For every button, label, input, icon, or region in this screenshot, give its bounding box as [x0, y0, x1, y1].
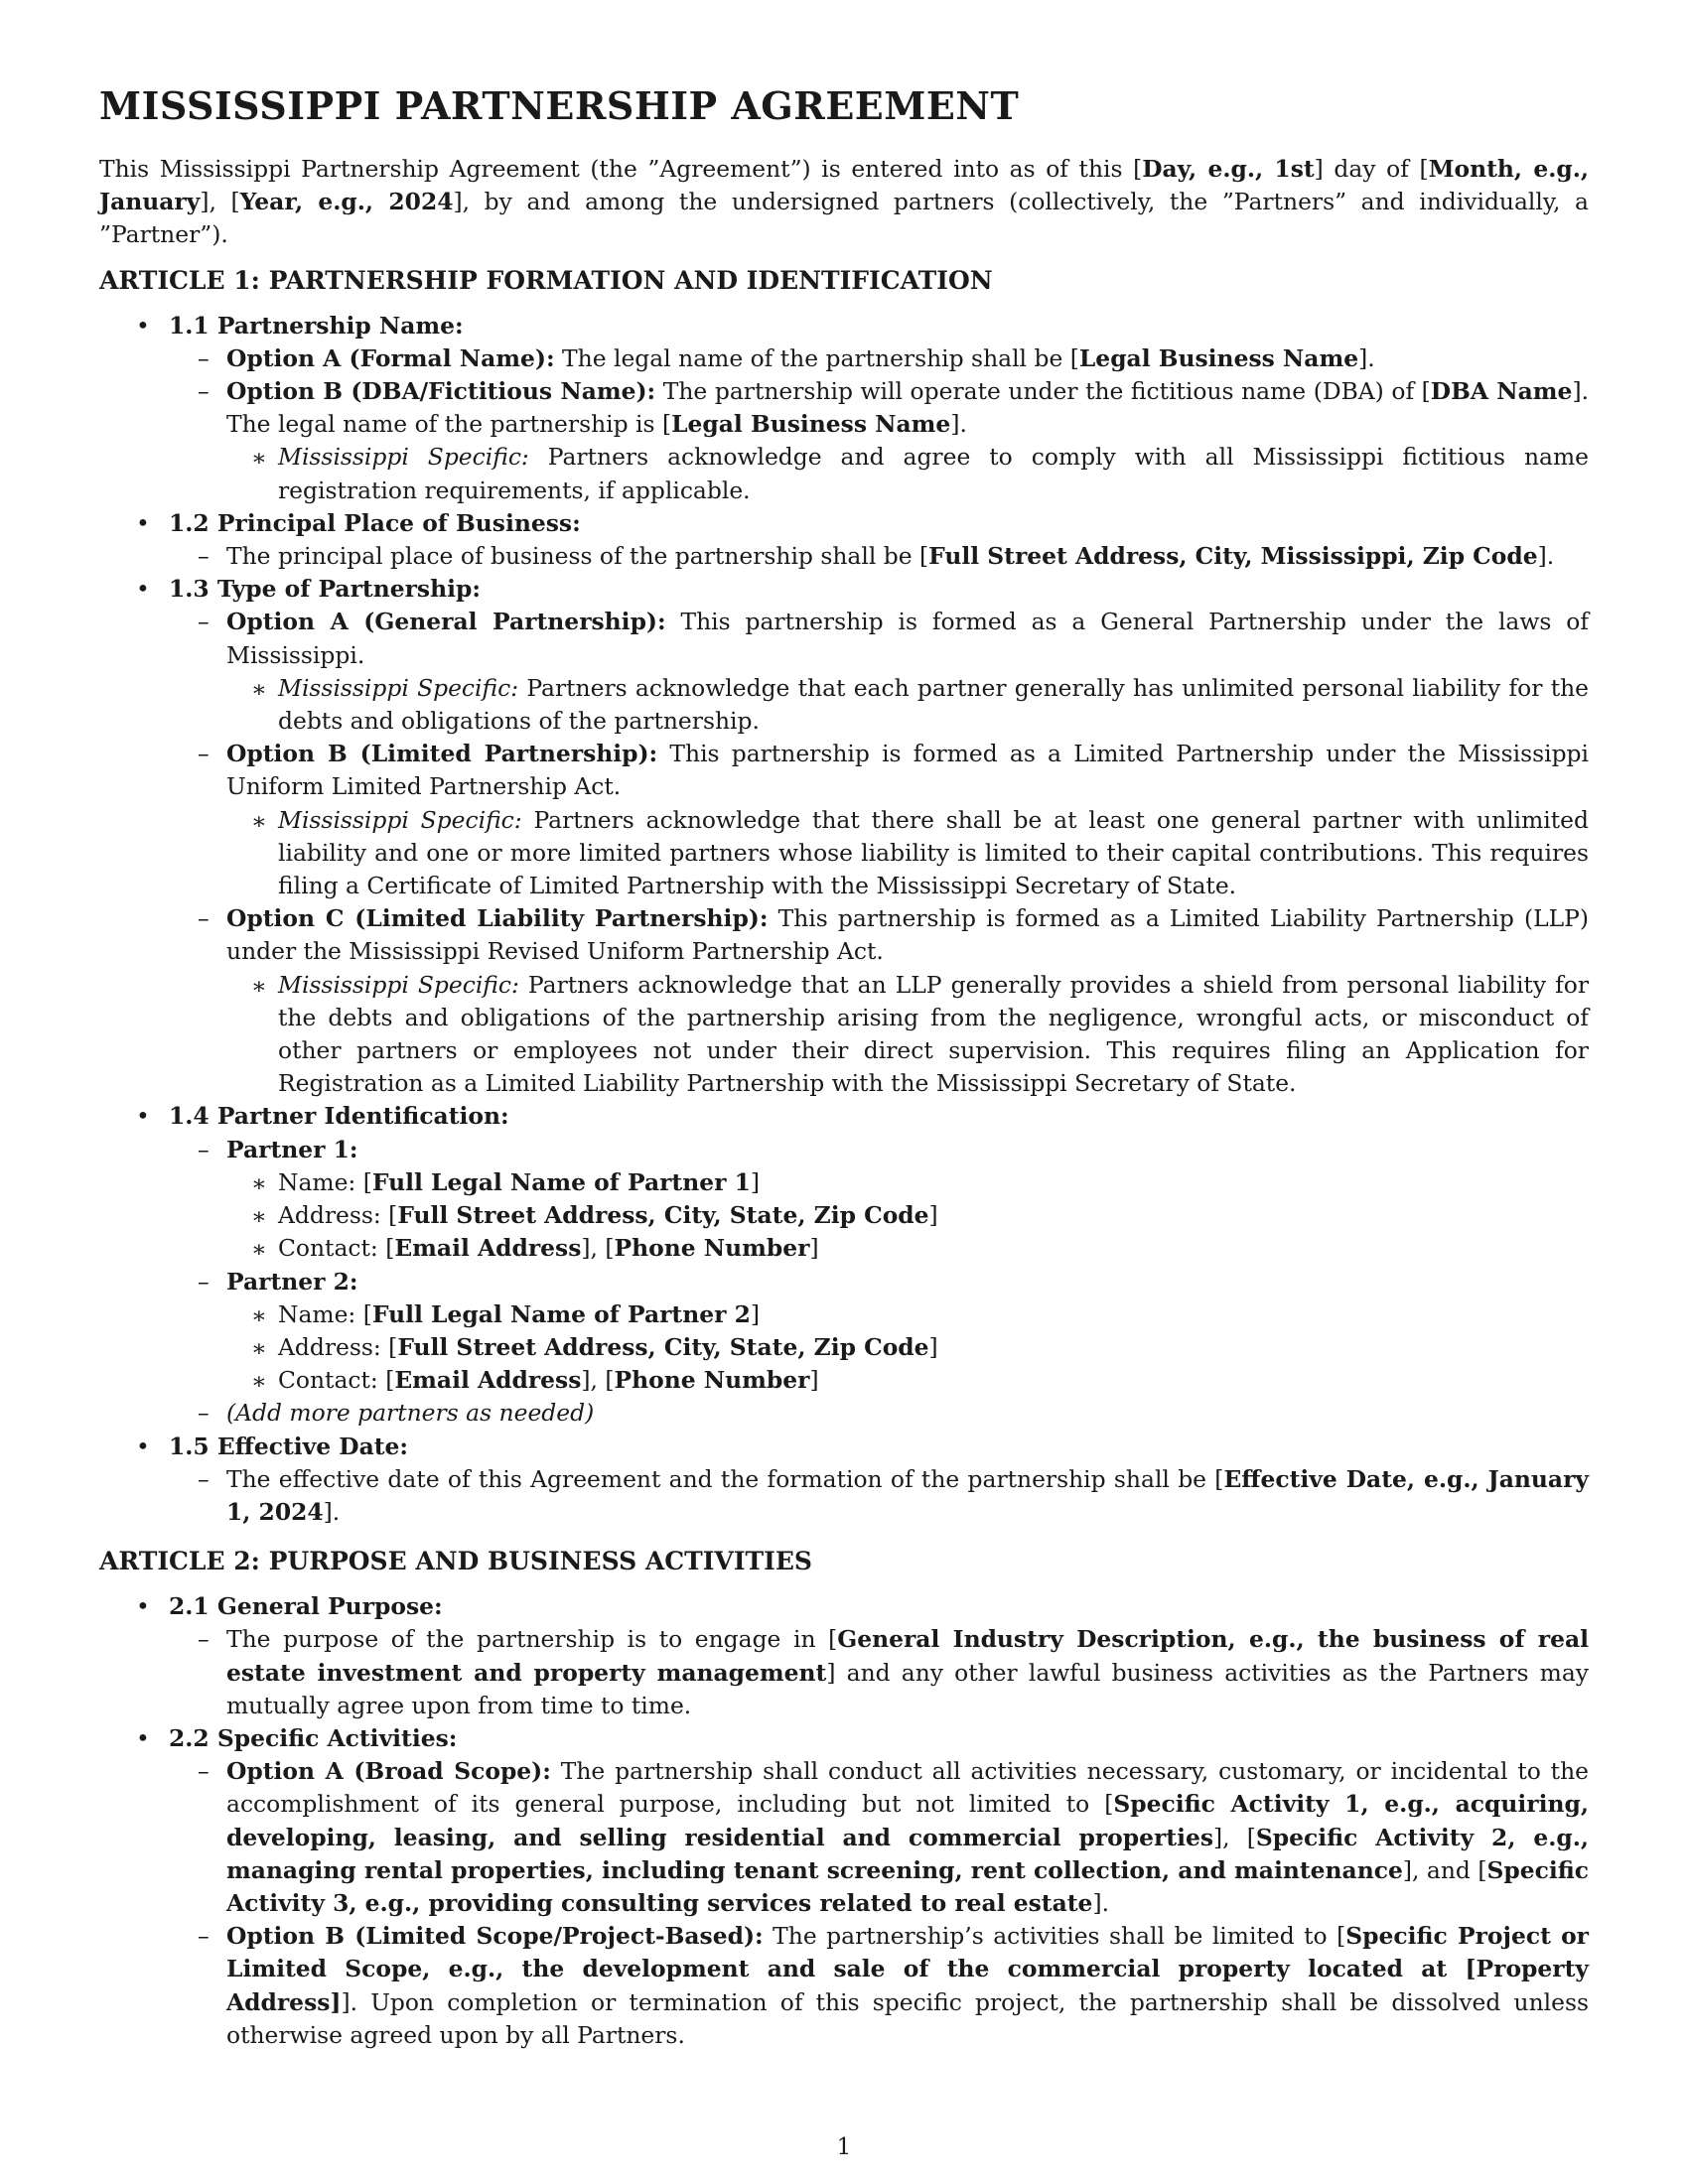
option-item: – Option A (General Partnership): This partnership is formed as a General Partnership under the laws of Mississippi. ∗ Mississippi Specific: Partners acknowledge that each partner generally has unlimited personal liability for the debts and obligations of the partnership.: [169, 606, 1589, 738]
section-heading: 1.5 Effective Date:: [169, 1432, 409, 1460]
state-note: ∗ Mississippi Specific: Partners acknowledge that each partner generally has unlimited personal liability for the debts and obligations of the partnership.: [226, 672, 1589, 738]
document-page: [99, 83, 1589, 2068]
section-heading: 1.4 Partner Identification:: [169, 1102, 509, 1131]
option-item: – Option A (Broad Scope): The partnership shall conduct all activities necessary, customary, or incidental to the accomplishment of its general purpose, including but not limited to [Specific Activity 1, e.g., acquiring, developing, leasing, and selling residential and commercial properties], [Specific Activity 2, e.g., managing rental properties, including tenant screening, rent collection, and maintenance], and [Specific Activity 3, e.g., providing consulting services related to real estate].: [169, 1755, 1589, 1920]
clause-item: – The effective date of this Agreement and the formation of the partnership shall be [Effective Date, e.g., January 1, 2024].: [169, 1463, 1589, 1529]
option-item: – Option B (DBA/Fictitious Name): The partnership will operate under the fictitious name (DBA) of [DBA Name]. The legal name of the partnership is [Legal Business Name]. ∗ Mississippi Specific: Partners acknowledge and agree to comply with all Mississippi fictitious name registration requirements, if applicable.: [169, 375, 1589, 507]
partner-name: ∗ Name: [Full Legal Name of Partner 1]: [226, 1166, 1589, 1199]
placeholder: Legal Business Name: [1078, 343, 1359, 372]
section-heading: 1.2 Principal Place of Business:: [169, 508, 581, 537]
section-heading: 2.1 General Purpose:: [169, 1592, 443, 1621]
placeholder: DBA Name: [1430, 377, 1573, 406]
placeholder: Legal Business Name: [671, 410, 951, 439]
placeholder-day: Day, e.g., 1st: [1142, 155, 1315, 183]
section-1-2: [99, 507, 1589, 573]
option-item: – Option C (Limited Liability Partnership): This partnership is formed as a Limited Liability Partnership (LLP) under the Mississippi Revised Uniform Partnership Act. ∗ Mississippi Specific: Partners acknowledge that an LLP generally provides a shield from personal liability for the debts and obligations of the partnership arising from the negligence, wrongful acts, or misconduct of other partners or employees not under their direct supervision. This requires filing an Application for Registration as a Limited Liability Partnership with the Mississippi Secretary of State.: [169, 902, 1589, 1100]
placeholder: Full Street Address, City, State, Zip Code: [397, 1332, 929, 1361]
option-item: – Option A (Formal Name): The legal name of the partnership shall be [Legal Business Name].: [169, 342, 1589, 375]
placeholder: General Industry Description, e.g., the business of real estate investment and property management: [226, 1625, 1590, 1687]
intro-paragraph: This Mississippi Partnership Agreement (the ”Agreement”) is entered into as of this [Day, e.g., 1st] day of [Month, e.g., January], [Year, e.g., 2024], by and among the undersigned partners (collectively, the ”Partners” and individually, a ”Partner”).: [99, 155, 1589, 249]
article-2-list: [99, 1590, 1589, 2052]
placeholder-year: Year, e.g., 2024: [239, 188, 454, 216]
section-heading: 1.3 Type of Partnership:: [169, 575, 481, 604]
section-1-3: [99, 573, 1589, 1100]
placeholder: Email Address: [394, 1366, 582, 1395]
state-note: ∗ Mississippi Specific: Partners acknowledge and agree to comply with all Mississippi fictitious name registration requirements, if applicable.: [226, 441, 1589, 506]
partner-address: ∗ Address: [Full Street Address, City, State, Zip Code]: [226, 1331, 1589, 1364]
placeholder: Email Address: [394, 1234, 582, 1263]
placeholder: Specific Project or Limited Scope, e.g., the development and sale of the commercial property located at [Property Address]: [226, 1922, 1590, 2016]
partner-name: ∗ Name: [Full Legal Name of Partner 2]: [226, 1298, 1589, 1331]
page-number: 1: [836, 2134, 852, 2160]
section-2-2: [99, 1722, 1589, 2052]
placeholder: Full Legal Name of Partner 2: [371, 1299, 751, 1328]
article-1-heading: ARTICLE 1: PARTNERSHIP FORMATION AND IDENTIFICATION: [99, 265, 993, 295]
placeholder: Specific Activity 3, e.g., providing consulting services related to real estate: [226, 1855, 1589, 1917]
add-more-note: – (Add more partners as needed): [169, 1397, 1589, 1430]
article-1-list: [99, 310, 1589, 1530]
partner-entry: – Partner 2: ∗ Name: [Full Legal Name of Partner 2] ∗ Address: [Full Street Address, City, State, Zip Code] ∗ Contact: [Email Address], [Phone Number]: [169, 1266, 1589, 1398]
section-heading: 1.1 Partnership Name:: [169, 311, 464, 340]
section-1-4: [99, 1100, 1589, 1430]
state-note: ∗ Mississippi Specific: Partners acknowledge that an LLP generally provides a shield from personal liability for the debts and obligations of the partnership arising from the negligence, wrongful acts, or misconduct of other partners or employees not under their direct supervision. This requires filing an Application for Registration as a Limited Liability Partnership with the Mississippi Secretary of State.: [226, 969, 1589, 1101]
section-1-5: [99, 1431, 1589, 1530]
option-item: – Option B (Limited Partnership): This partnership is formed as a Limited Partnership under the Mississippi Uniform Limited Partnership Act. ∗ Mississippi Specific: Partners acknowledge that there shall be at least one general partner with unlimited liability and one or more limited partners whose liability is limited to their capital contributions. This requires filing a Certificate of Limited Partnership with the Mississippi Secretary of State.: [169, 738, 1589, 902]
partner-contact: ∗ Contact: [Email Address], [Phone Number]: [226, 1232, 1589, 1265]
clause-item: – The purpose of the partnership is to engage in [General Industry Description, e.g., the business of real estate investment and property management] and any other lawful business activities as the Partners may mutually agree upon from time to time.: [169, 1623, 1589, 1722]
placeholder: Phone Number: [614, 1366, 810, 1395]
section-heading: 2.2 Specific Activities:: [169, 1723, 458, 1752]
article-2-heading: ARTICLE 2: PURPOSE AND BUSINESS ACTIVITIES: [99, 1547, 812, 1576]
clause-item: – The principal place of business of the partnership shall be [Full Street Address, City, Mississippi, Zip Code].: [169, 540, 1589, 573]
placeholder: Phone Number: [614, 1234, 810, 1263]
placeholder: Effective Date, e.g., January 1, 2024: [226, 1464, 1589, 1526]
section-1-1: [99, 310, 1589, 507]
partner-contact: ∗ Contact: [Email Address], [Phone Number]: [226, 1364, 1589, 1397]
placeholder: Full Street Address, City, State, Zip Code: [397, 1201, 929, 1230]
option-item: – Option B (Limited Scope/Project-Based): The partnership’s activities shall be limited to [Specific Project or Limited Scope, e.g., the development and sale of the commercial property located at [Property Address]]. Upon completion or termination of this specific project, the partnership shall be dissolved unless otherwise agreed upon by all Partners.: [169, 1920, 1589, 2052]
state-note: ∗ Mississippi Specific: Partners acknowledge that there shall be at least one general partner with unlimited liability and one or more limited partners whose liability is limited to their capital contributions. This requires filing a Certificate of Limited Partnership with the Mississippi Secretary of State.: [226, 804, 1589, 903]
partner-address: ∗ Address: [Full Street Address, City, State, Zip Code]: [226, 1199, 1589, 1232]
placeholder-month: Month, e.g., January: [99, 155, 1589, 216]
partner-entry: – Partner 1: ∗ Name: [Full Legal Name of Partner 1] ∗ Address: [Full Street Address, City, State, Zip Code] ∗ Contact: [Email Address], [Phone Number]: [169, 1134, 1589, 1266]
document-title: MISSISSIPPI PARTNERSHIP AGREEMENT: [99, 83, 1020, 128]
placeholder: Specific Activity 2, e.g., managing rental properties, including tenant screening, rent collection, and maintenance: [226, 1823, 1589, 1884]
placeholder: Specific Activity 1, e.g., acquiring, developing, leasing, and selling residential and commercial properties: [226, 1790, 1590, 1851]
placeholder: Full Legal Name of Partner 1: [371, 1167, 751, 1196]
placeholder: Full Street Address, City, Mississippi, Zip Code: [928, 542, 1538, 571]
section-2-1: [99, 1590, 1589, 1722]
